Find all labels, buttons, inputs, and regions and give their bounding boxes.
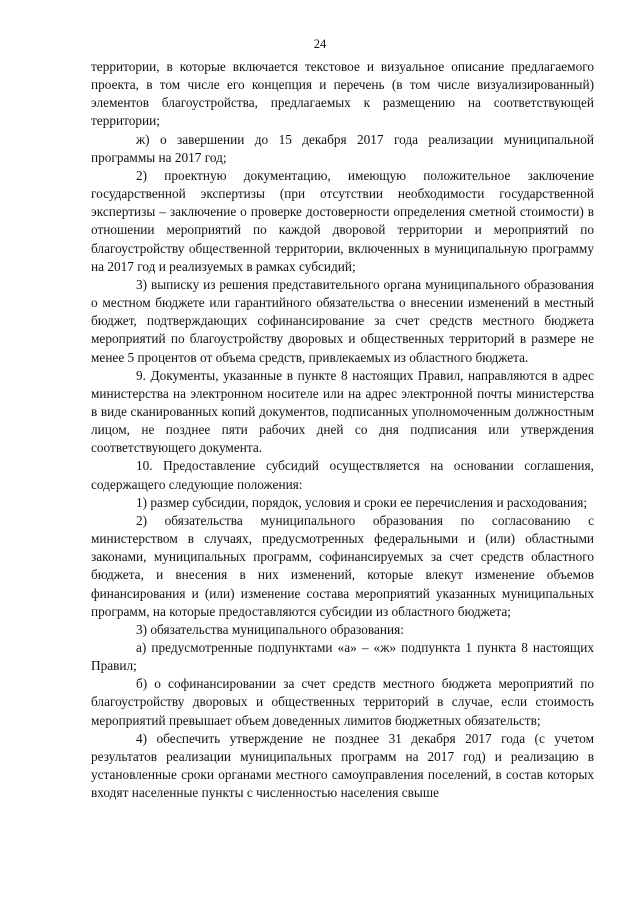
paragraph-subitem-a: а) предусмотренные подпунктами «а» – «ж» подпункта 1 пункта 8 настоящих Правил;: [91, 640, 594, 674]
paragraph-territory-description: территории, в которые включается текстовое и визуальное описание предлагаемого проекта, в том числе его концепция и перечень (в том числе визуализированный) элементов благоустройства, предлагаемых к размещению на соответствующей территории;: [91, 59, 594, 129]
paragraph-municipal-obligations: 3) обязательства муниципального образования:: [136, 621, 404, 637]
paragraph-subsidy-amount: 1) размер субсидии, порядок, условия и сроки ее перечисления и расходования;: [136, 494, 588, 510]
paragraph-subitem-b: б) о софинансировании за счет средств местного бюджета мероприятий по благоустройству дворовых и общественных территорий в случае, если стоимость мероприятий превышает объем доведенных лимитов бюджетных обязательств;: [91, 676, 594, 728]
paragraph-approval-deadline: 4) обеспечить утверждение не позднее 31 декабря 2017 года (с учетом результатов реализации муниципальных программ на 2017 год) и реализацию в установленные сроки органами местного самоуправления поселений, в состав которых входят населенные пункты с численностью населения свыше: [91, 730, 594, 801]
paragraph-program-completion: ж) о завершении до 15 декабря 2017 года реализации муниципальной программы на 2017 год;: [91, 131, 594, 165]
paragraph-subsidy-agreement: 10. Предоставление субсидий осуществляется на основании соглашения, содержащего следующие положения:: [91, 458, 594, 492]
paragraph-municipal-obligations-agreement: 2) обязательства муниципального образования по согласованию с министерством в случаях, предусмотренных федеральными и (или) областными законами, муниципальных программ, софинансируемых за счет средств областного бюджета, и внесения в них изменений, которые влекут изменение объемов финансирования и (или) изменение состава мероприятий указанных муниципальных программ, на которые предоставляются субсидии из областного бюджета;: [91, 512, 594, 619]
page-number: 24: [313, 37, 327, 51]
paragraph-project-documentation: 2) проектную документацию, имеющую положительное заключение государственной экспертизы (при отсутствии необходимости государственной экспертизы – заключение о проверке достоверности определения сметной стоимости) в отношении мероприятий по каждой дворовой территории и мероприятий по благоустройству общественной территории, включенных в муниципальную программу на 2017 год и реализуемых в рамках субсидий;: [91, 167, 594, 274]
paragraph-budget-extract: 3) выписку из решения представительного органа муниципального образования о местном бюджете или гарантийного обязательства о внесении изменений в местный бюджет, подтверждающих софинансирование за счет средств местного бюджета мероприятий по благоустройству дворовых и общественных территорий в размере не менее 5 процентов от объема средств, привлекаемых из областного бюджета.: [91, 276, 594, 365]
document-body: [91, 58, 594, 802]
paragraph-document-submission: 9. Документы, указанные в пункте 8 настоящих Правил, направляются в адрес министерства на электронном носителе или на адрес электронной почты министерства в виде сканированных копий документов, подписанных уполномоченным должностным лицом, не позднее пяти рабочих дней со дня подписания или утверждения соответствующего документа.: [91, 367, 594, 456]
